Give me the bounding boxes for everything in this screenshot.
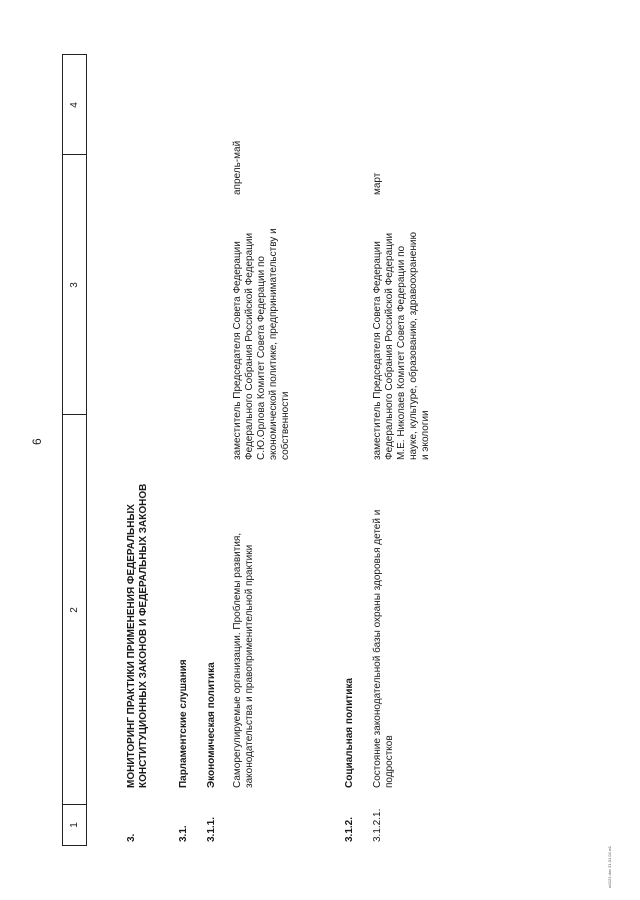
hearing-period: март: [372, 172, 383, 195]
table-header: [62, 54, 87, 846]
responsible-party: заместитель Председателя Совета Федерации Федерального Собрания Российской Федерации С.Ю.Орлова Комитет Совета Федерации по экономической политике, предпринимательству и собственности: [232, 228, 291, 460]
subsection-number: 3.1.: [178, 825, 189, 842]
subsection-number: 3.1.1.: [206, 816, 217, 842]
subsection-title: Парламентские слушания: [178, 659, 189, 788]
subsection-title: Социальная политика: [344, 678, 355, 788]
responsible-party: заместитель Председателя Совета Федерации Федерального Собрания Российской Федерации М.Е. Николаев Комитет Совета Федерации по науке, культуре, образованию, здравоохранению и экологии: [372, 232, 431, 460]
hearing-period: апрель-май: [232, 140, 243, 195]
item-number: 3.1.2.1.: [372, 808, 383, 842]
page-number: 6: [30, 438, 44, 445]
section-title: МОНИТОРИНГ ПРАКТИКИ ПРИМЕНЕНИЯ ФЕДЕРАЛЬНЫХ КОНСТИТУЦИОННЫХ ЗАКОНОВ И ФЕДЕРАЛЬНЫХ ЗАКОНОВ: [126, 483, 149, 788]
header-col-2: 2: [69, 607, 80, 613]
section-number: 3.: [126, 833, 137, 842]
hearing-topic: Состояние законодательной базы охраны здоровья детей и подростков: [372, 509, 395, 788]
header-col-1: 1: [69, 822, 80, 828]
header-col-3: 3: [69, 282, 80, 288]
subsection-number: 3.1.2.: [344, 816, 355, 842]
hearing-topic: Саморегулируемые организации. Проблемы развития, законодательства и правоприменительной практики: [232, 532, 255, 788]
subsection-title: Экономическая политика: [206, 662, 217, 788]
header-col-4: 4: [69, 102, 80, 108]
footer-code: w1122.doc 31.01.04 w1: [607, 846, 612, 888]
